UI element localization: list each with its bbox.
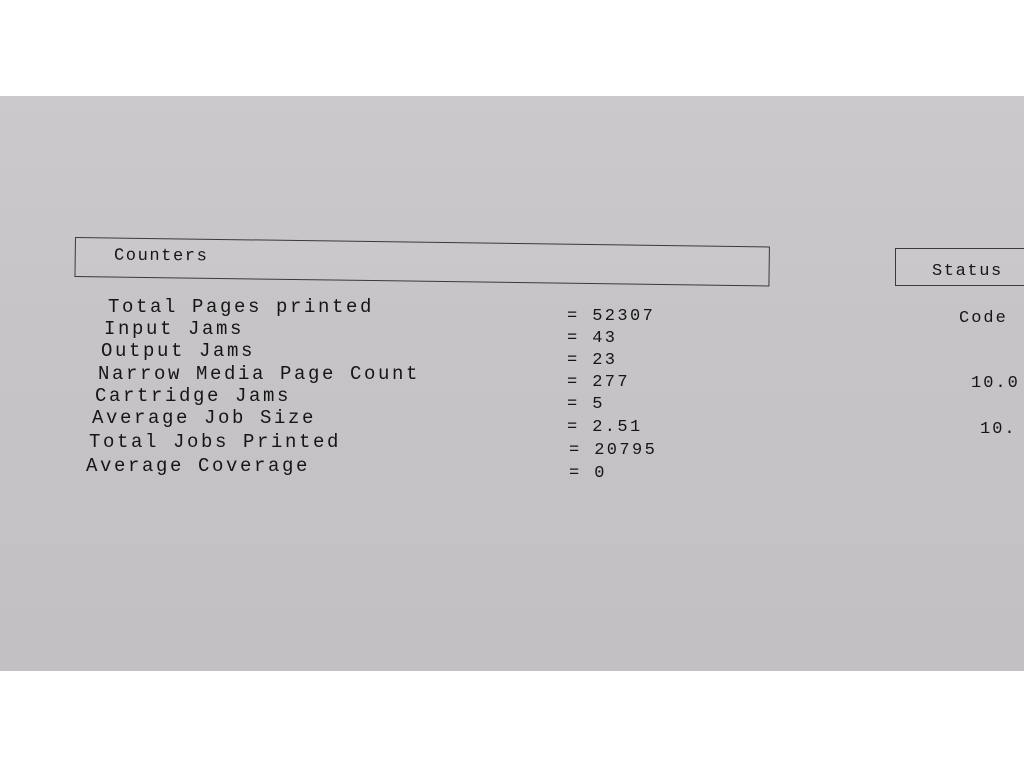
counter-value-total-jobs: = 20795 [569, 441, 658, 460]
counter-label-cartridge-jams: Cartridge Jams [95, 385, 292, 407]
counter-value-narrow-media: = 277 [567, 373, 631, 392]
counter-value-input-jams: = 43 [567, 329, 618, 348]
counter-label-total-pages: Total Pages printed [108, 296, 375, 318]
counters-title: Counters [113, 246, 209, 267]
status-code-value-1: 10.0 [971, 374, 1020, 393]
status-title: Status [932, 262, 1003, 281]
counter-label-output-jams: Output Jams [101, 340, 256, 362]
counter-label-input-jams: Input Jams [104, 318, 245, 340]
status-code-value-2: 10. [980, 420, 1017, 439]
status-code-label: Code [959, 309, 1008, 328]
counter-label-narrow-media: Narrow Media Page Count [98, 363, 421, 385]
counter-value-total-pages: = 52307 [567, 307, 656, 326]
counter-value-average-job-size: = 2.51 [567, 418, 643, 437]
counter-value-average-coverage: = 0 [569, 464, 607, 483]
counter-value-cartridge-jams: = 5 [567, 395, 605, 414]
counter-label-average-coverage: Average Coverage [86, 455, 311, 477]
counter-value-output-jams: = 23 [567, 351, 618, 370]
counter-label-average-job-size: Average Job Size [92, 407, 317, 429]
config-page [0, 96, 1024, 671]
photographed-printout [0, 96, 1024, 671]
counter-label-total-jobs: Total Jobs Printed [89, 431, 342, 453]
